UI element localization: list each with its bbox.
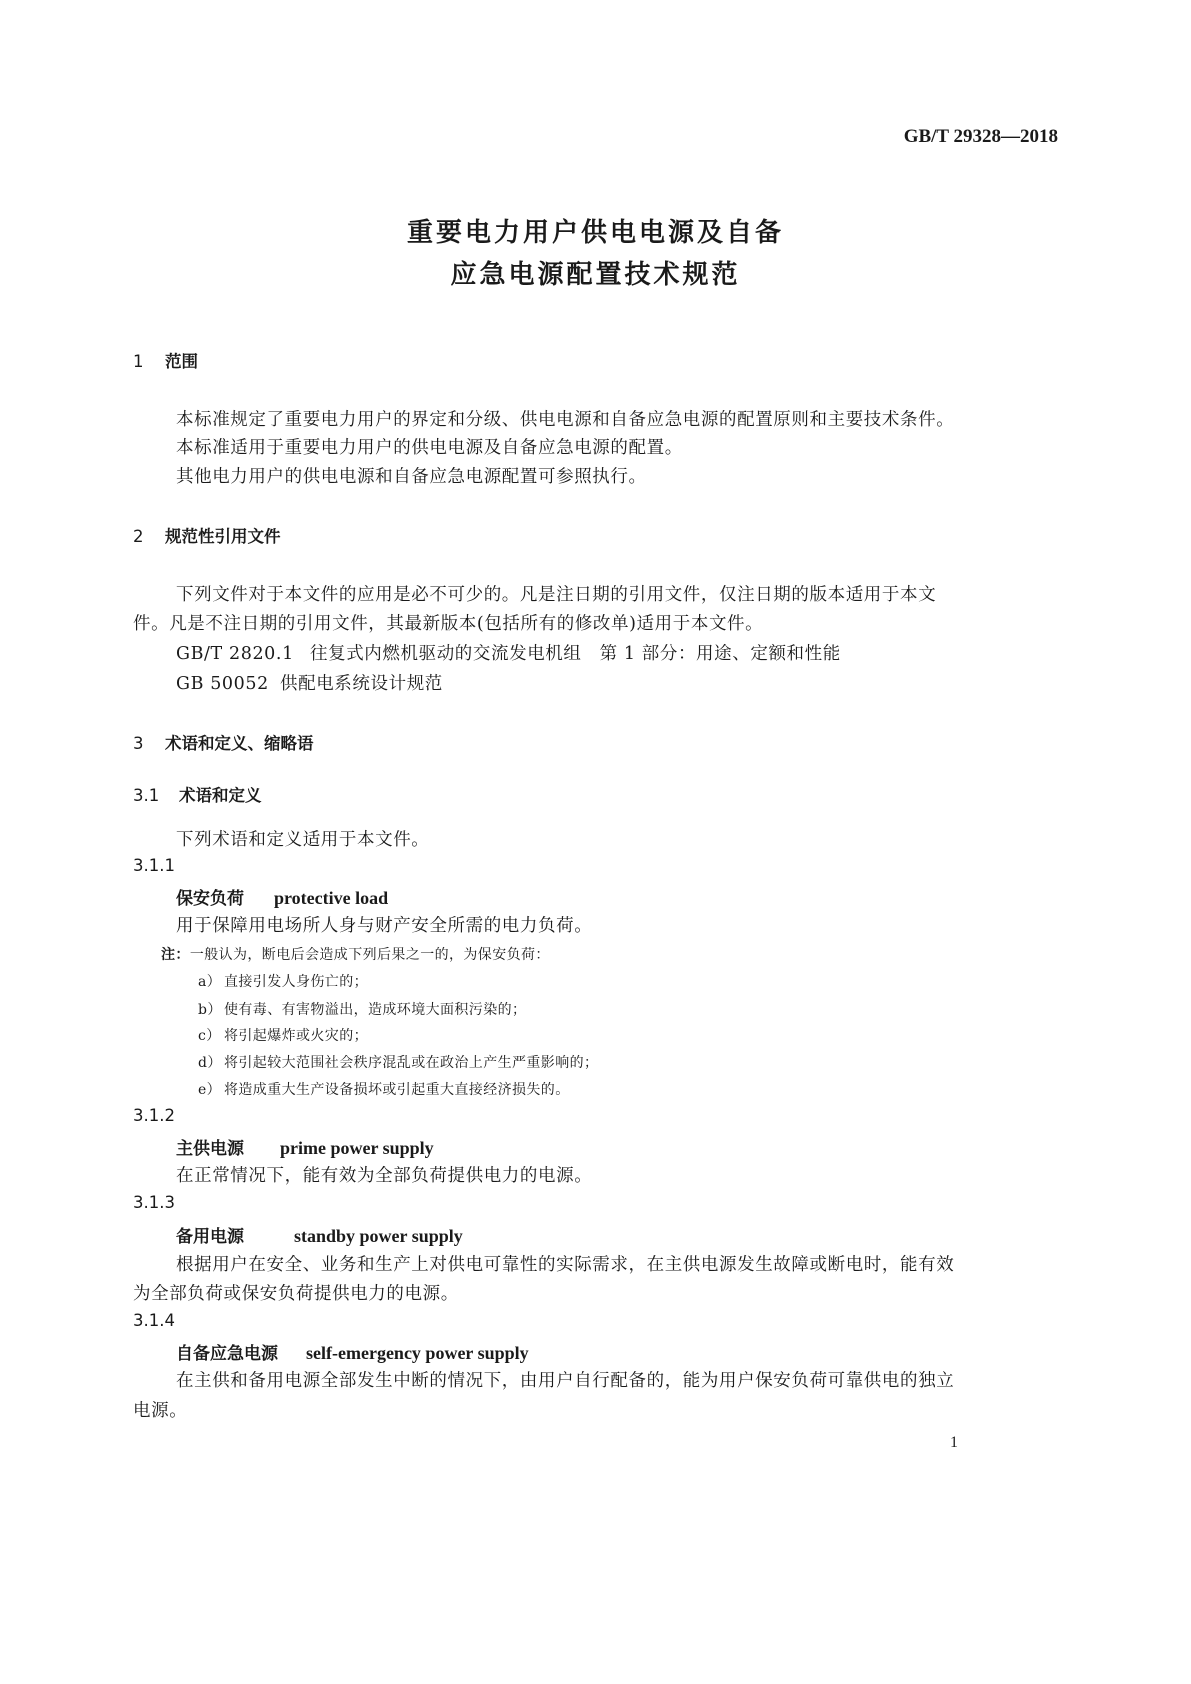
term-definition-continuation: 电源。 (133, 1401, 188, 1421)
term-number: 3.1.1 (133, 856, 175, 875)
list-item (198, 971, 368, 991)
paragraph: 本标准规定了重要电力用户的界定和分级、供电电源和自备应急电源的配置原则和主要技术条件。 (176, 410, 955, 430)
section-number: 3 (133, 734, 144, 753)
list-marker: c） (198, 1028, 221, 1044)
page-number: 1 (950, 1434, 958, 1451)
term-heading (176, 1339, 529, 1364)
section-title: 范围 (165, 352, 198, 371)
term-definition: 在主供和备用电源全部发生中断的情况下，由用户自行配备的，能为用户保安负荷可靠供电的独立 (176, 1371, 955, 1391)
term-heading (176, 1222, 463, 1247)
section-3-1-heading (133, 782, 262, 806)
note-label: 注： (161, 947, 190, 963)
term-chinese: 自备应急电源 (176, 1344, 278, 1364)
list-marker: e） (198, 1082, 222, 1098)
paragraph: 下列文件对于本文件的应用是必不可少的。凡是注日期的引用文件，仅注日期的版本适用于本文 (176, 585, 937, 605)
term-chinese: 保安负荷 (176, 889, 244, 909)
section-number: 3.1 (133, 786, 160, 805)
document-title-line-1: 重要电力用户供电电源及自备 (406, 218, 784, 248)
section-number: 2 (133, 527, 144, 546)
list-item (198, 999, 526, 1019)
paragraph: 其他电力用户的供电电源和自备应急电源配置可参照执行。 (176, 467, 647, 487)
term-english: protective load (274, 888, 389, 908)
paragraph: 下列术语和定义适用于本文件。 (176, 830, 430, 850)
paragraph: 本标准适用于重要电力用户的供电电源及自备应急电源的配置。 (176, 438, 683, 458)
term-number: 3.1.3 (133, 1193, 175, 1212)
normative-reference (176, 640, 841, 665)
term-english: self-emergency power supply (306, 1343, 529, 1363)
section-2-heading (133, 523, 281, 547)
section-number: 1 (133, 352, 144, 371)
term-note (161, 944, 550, 964)
term-definition: 用于保障用电场所人身与财产安全所需的电力负荷。 (176, 916, 593, 936)
term-heading (176, 1134, 434, 1159)
term-definition-continuation: 为全部负荷或保安负荷提供电力的电源。 (133, 1284, 459, 1304)
section-1-heading (133, 348, 198, 372)
list-item (198, 1052, 598, 1072)
list-item (198, 1025, 368, 1045)
reference-title: 供配电系统设计规范 (280, 674, 443, 694)
reference-code: GB 50052 (176, 674, 269, 694)
term-number: 3.1.4 (133, 1311, 175, 1330)
section-3-heading (133, 730, 314, 754)
normative-reference (176, 670, 443, 695)
term-heading (176, 884, 388, 909)
note-text: 一般认为，断电后会造成下列后果之一的，为保安负荷： (189, 947, 550, 963)
list-text: 将造成重大生产设备损坏或引起重大直接经济损失的。 (224, 1082, 570, 1098)
list-item (198, 1079, 570, 1099)
document-title-line-2: 应急电源配置技术规范 (450, 260, 741, 290)
list-marker: a） (198, 974, 222, 990)
paragraph-continuation: 件。凡是不注日期的引用文件，其最新版本(包括所有的修改单)适用于本文件。 (133, 614, 764, 634)
list-text: 将引起较大范围社会秩序混乱或在政治上产生严重影响的； (224, 1055, 599, 1071)
term-chinese: 主供电源 (176, 1139, 244, 1159)
reference-title: 往复式内燃机驱动的交流发电机组 第 1 部分：用途、定额和性能 (310, 644, 841, 664)
list-marker: b） (198, 1002, 222, 1018)
term-english: prime power supply (280, 1138, 434, 1158)
reference-code: GB/T 2820.1 (176, 644, 294, 664)
term-definition: 根据用户在安全、业务和生产上对供电可靠性的实际需求，在主供电源发生故障或断电时，能有效 (176, 1255, 955, 1275)
term-number: 3.1.2 (133, 1106, 175, 1125)
section-title: 术语和定义、缩略语 (165, 734, 314, 753)
list-marker: d） (198, 1055, 222, 1071)
section-title: 规范性引用文件 (165, 527, 281, 546)
section-title: 术语和定义 (179, 786, 262, 805)
list-text: 直接引发人身伤亡的； (224, 974, 368, 990)
standard-number: GB/T 29328—2018 (903, 126, 1058, 147)
term-definition: 在正常情况下，能有效为全部负荷提供电力的电源。 (176, 1166, 593, 1186)
term-chinese: 备用电源 (176, 1227, 244, 1247)
term-english: standby power supply (294, 1226, 463, 1246)
list-text: 使有毒、有害物溢出，造成环境大面积污染的； (224, 1002, 527, 1018)
list-text: 将引起爆炸或火灾的； (224, 1028, 368, 1044)
